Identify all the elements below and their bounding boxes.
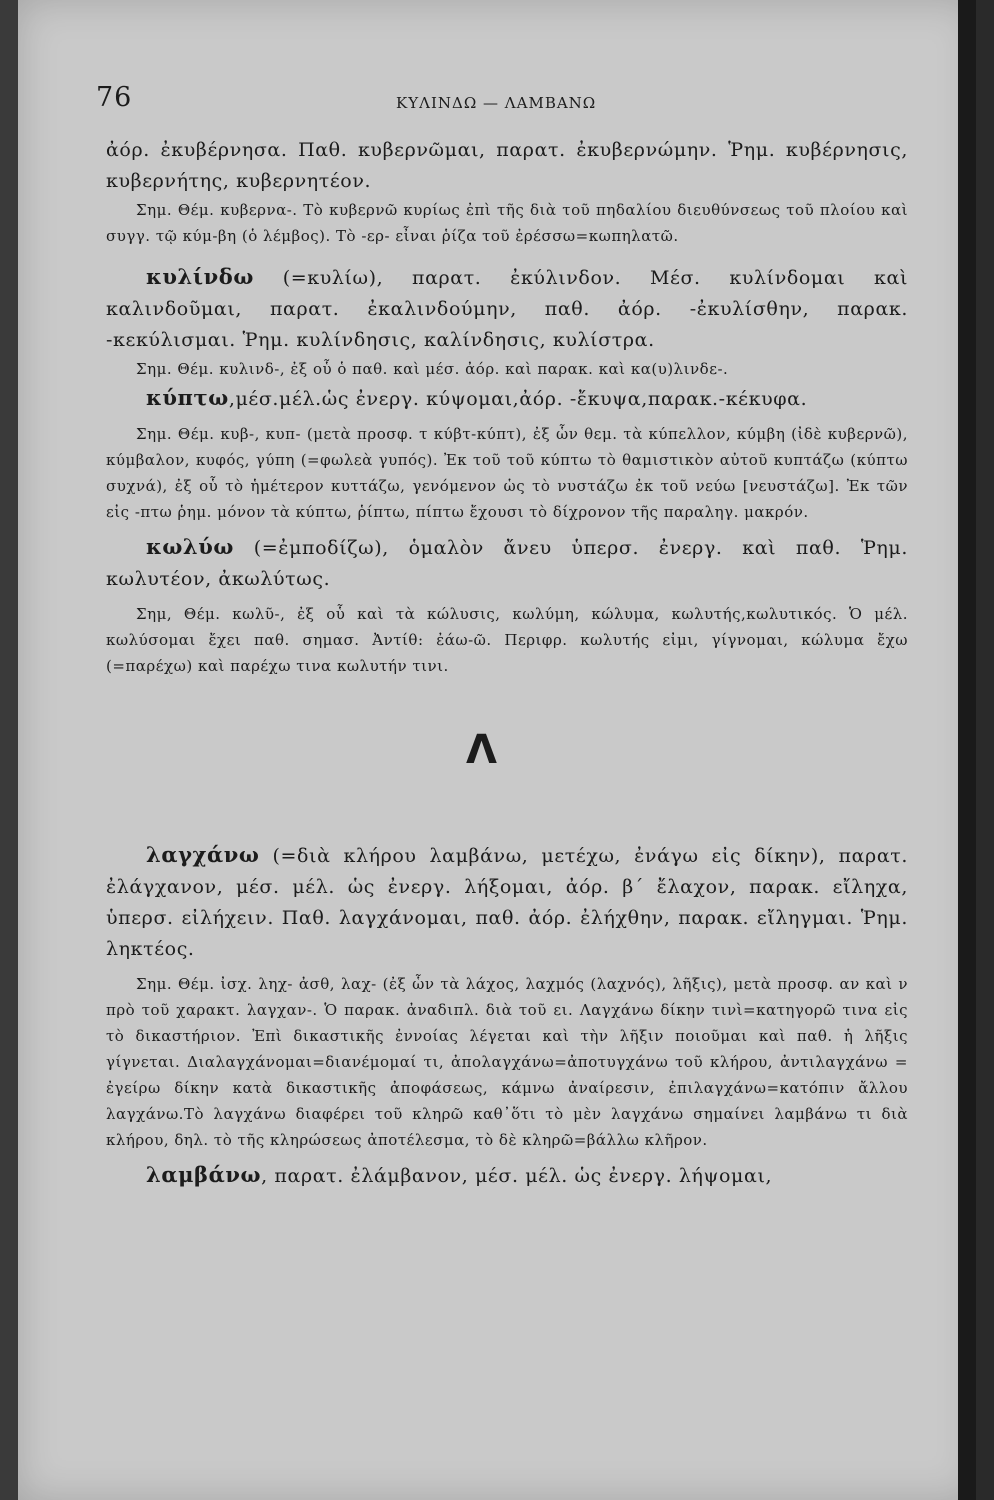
entry-text: (=ἐμποδίζω), ὁμαλὸν ἄνευ ὑπερσ. ἐνεργ. καὶ παθ. Ῥημ. κωλυτέον, ἀκωλύτως.	[106, 537, 908, 590]
dictionary-entry	[106, 382, 908, 415]
entry-text: (=διὰ κλήρου λαμβάνω, μετέχω, ἐνάγω εἰς δίκην), παρατ. ἐλάγχανον, μέσ. μέλ. ὡς ἐνεργ. λήξομαι, ἀόρ. β´ ἔλαχον, παρακ. εἴληχα, ὑπερσ. εἰλήχειν. Παθ. λαγχάνομαι, παθ. ἀόρ. ἐλήχθην, παρακ. εἴληγμαι. Ῥημ. ληκτέος.	[106, 845, 909, 960]
page-header	[96, 82, 906, 122]
section-letter: Λ	[466, 727, 497, 773]
page-number: 76	[96, 82, 133, 113]
page-body	[106, 135, 908, 1192]
dictionary-entry	[106, 839, 908, 965]
entry-text: ,μέσ.μέλ.ὡς ἐνεργ. κύψομαι,ἀόρ. -ἔκυψα,παρακ.-κέκυφα.	[228, 388, 808, 410]
dictionary-entry	[106, 531, 908, 595]
dictionary-entry	[106, 261, 908, 356]
entry-note: Σημ. Θέμ. κυβ-, κυπ- (μετὰ προσφ. τ κύβτ-κύπτ), ἐξ ὧν θεμ. τὰ κύπελλον, κύμβη (ἰδὲ κυβερνῶ), κύμβαλον, κυφός, γύπη (=φωλεὰ γυπός). Ἐκ τοῦ τοῦ κύπτω τὸ θαμιστικὸν αὐτοῦ κυπτάζω (κύπτω συχνά), ἐξ οὗ τὸ ἡμέτερον κυττάζω, γενόμενον ὡς τὸ νυστάζω ἐκ τοῦ νεύω [νευστάζω]. Ἐκ τῶν εἰς -πτω ῥημ. μόνον τὰ κύπτω, ῥίπτω, πίπτω ἔχουσι τὸ δίχρονον τῆς παραληγ. μακρόν.	[106, 425, 908, 521]
entry-note: Σημ, Θέμ. κωλῦ-, ἐξ οὗ καὶ τὰ κώλυσις, κωλύμη, κώλυμα, κωλυτής,κωλυτικός. Ὁ μέλ. κωλύσομαι ἔχει παθ. σημασ. Ἀντίθ: ἐάω-ῶ. Περιφρ. κωλυτής εἰμι, γίγνομαι, κώλυμα ἔχω (=παρέχω) καὶ παρέχω τινα κωλυτήν τινι.	[106, 605, 908, 675]
headword: λαμβάνω	[146, 1162, 262, 1187]
entry-text: ἀόρ. ἐκυβέρνησα. Παθ. κυβερνῶμαι, παρατ. ἐκυβερνώμην. Ῥημ. κυβέρνησις, κυβερνήτης, κυβερνητέον.	[106, 139, 908, 192]
entry-note: Σημ. Θέμ. κυβερνα-. Τὸ κυβερνῶ κυρίως ἐπὶ τῆς διὰ τοῦ πηδαλίου διευθύνσεως τοῦ πλοίου καὶ συγγ. τῷ κύμ-βη (ὁ λέμβος). Τὸ -ερ- εἶναι ῥίζα τοῦ ἐρέσσω=κωπηλατῶ.	[106, 201, 908, 245]
entry-text: (=κυλίω), παρατ. ἐκύλινδον. Μέσ. κυλίνδομαι καὶ καλινδοῦμαι, παρατ. ἐκαλινδούμην, παθ. ἀόρ. -ἐκυλίσθην, παρακ. -κεκύλισμαι. Ῥημ. κυλίνδησις, καλίνδησις, κυλίστρα.	[106, 267, 909, 351]
headword: κυλίνδω	[146, 264, 254, 289]
headword: λαγχάνω	[146, 842, 260, 867]
headword: κύπτω	[146, 385, 229, 410]
scan-right-edge	[958, 0, 976, 1500]
scan-left-edge	[0, 0, 18, 1500]
headword: κωλύω	[146, 534, 235, 559]
entry-note: Σημ. Θέμ. ἰσχ. ληχ- ἀσθ, λαχ- (ἐξ ὧν τὰ λάχος, λαχμός (λαχνός), λῆξις), μετὰ προσφ. αν καὶ ν πρὸ τοῦ χαρακτ. λαγχαν-. Ὁ παρακ. ἀναδιπλ. διὰ τοῦ ει. Λαγχάνω δίκην τινὶ=κατηγορῶ τινα εἰς τὸ δικαστήριον. Ἐπὶ δικαστικῆς ἐννοίας λέγεται καὶ τὴν λῆξιν ποιοῦμαι καὶ παθ. ἡ λῆξις γίγνεται. Διαλαγχάνομαι=διανέμομαί τι, ἀπολαγχάνω=ἀποτυγχάνω τοῦ κλήρου, ἀντιλαγχάνω = ἐγείρω δίκην κατὰ δικαστικῆς ἀποφάσεως, κάμνω ἀναίρεσιν, ἐπιλαγχάνω=κατόπιν ἄλλου λαγχάνω.Τὸ λαγχάνω διαφέρει τοῦ κληρῶ καθ᾽ὅτι τὸ μὲν λαγχάνω σημαίνει λαμβάνω τι διὰ κλήρου, δηλ. τὸ τῆς κληρώσεως ἀποτέλεσμα, τὸ δὲ κληρῶ=βάλλω κλῆρον.	[106, 975, 908, 1149]
dictionary-entry	[106, 1159, 908, 1192]
section-divider	[106, 679, 908, 839]
entry-note: Σημ. Θέμ. κυλινδ-, ἐξ οὗ ὁ παθ. καὶ μέσ. ἀόρ. καὶ παρακ. καὶ κα(υ)λινδε-.	[136, 360, 729, 378]
running-title: ΚΥΛΙΝΔΩ — ΛΑΜΒΑΝΩ	[396, 94, 597, 112]
entry-text: , παρατ. ἐλάμβανον, μέσ. μέλ. ὡς ἐνεργ. λήψομαι,	[261, 1165, 773, 1187]
book-page	[18, 0, 976, 1500]
